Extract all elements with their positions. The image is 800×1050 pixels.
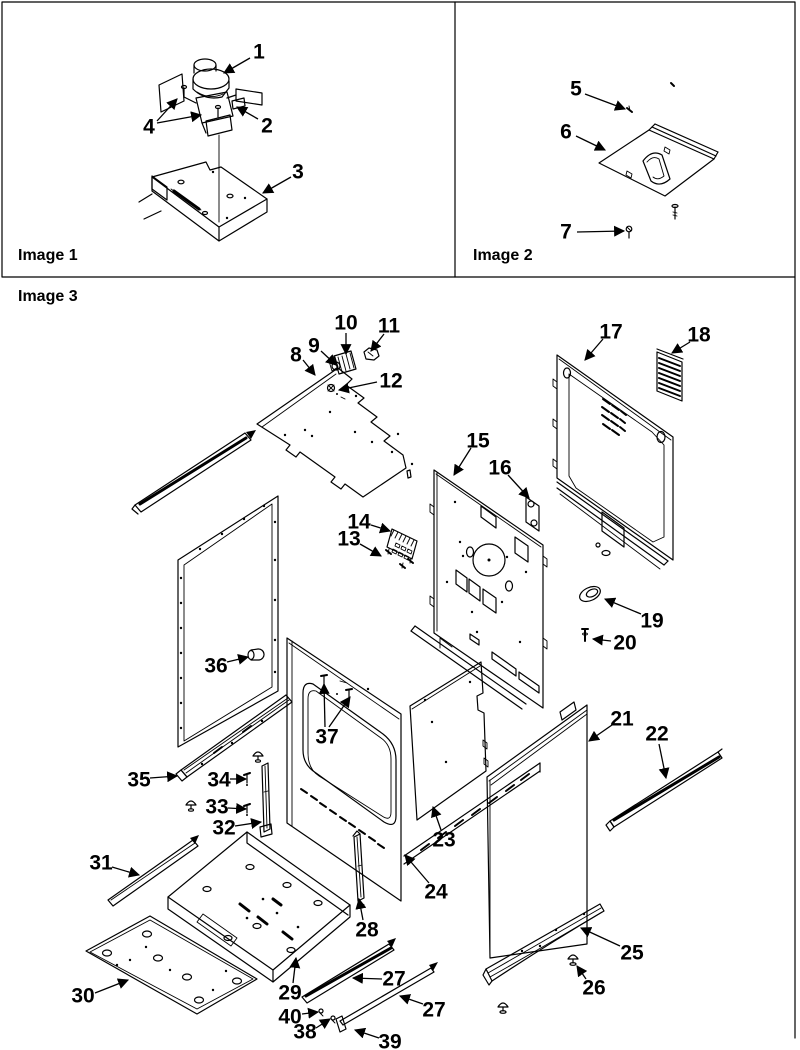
leader-line-14 — [371, 525, 390, 531]
cabinet-body-rails — [404, 626, 540, 864]
callout-30: 30 — [71, 984, 95, 1008]
callout-28: 28 — [355, 918, 379, 942]
callout-1: 1 — [253, 40, 265, 64]
part-strip-32 — [260, 763, 272, 837]
callout-17: 17 — [599, 320, 623, 344]
part-strip-28 — [353, 831, 364, 905]
backsplash-trim-bar — [132, 430, 256, 514]
callout-32: 32 — [212, 816, 236, 840]
callout-36: 36 — [204, 654, 228, 678]
leader-line-5 — [585, 94, 625, 109]
part-bottom-panel — [86, 916, 257, 1014]
leader-line-24 — [405, 855, 429, 883]
part-back-panel — [430, 470, 547, 708]
callout-20: 20 — [613, 631, 637, 655]
callout-11: 11 — [377, 314, 401, 338]
leader-line-6 — [576, 136, 605, 150]
part-left-side-panel — [178, 496, 278, 747]
leader-line-22 — [659, 744, 666, 778]
leader-line-37 — [329, 697, 350, 727]
leader-line-31 — [112, 867, 139, 875]
image3-label: Image 3 — [18, 288, 78, 305]
part-base-plate — [139, 135, 267, 241]
part-front-frame — [287, 638, 401, 901]
part-drawer-tray — [168, 832, 350, 982]
part-heat-shield — [599, 124, 718, 196]
callout-29: 29 — [278, 981, 302, 1005]
leader-line-23 — [433, 807, 441, 830]
callout-22: 22 — [645, 722, 669, 746]
leader-line-20 — [593, 639, 611, 641]
leader-line-36 — [227, 657, 248, 662]
leader-line-38 — [316, 1019, 330, 1028]
callout-15: 15 — [466, 429, 490, 453]
part-front-rails — [302, 938, 438, 1032]
part-grommet — [577, 583, 602, 604]
leader-line-33 — [228, 808, 246, 809]
leader-line-28 — [359, 899, 363, 920]
leader-line-37 — [324, 684, 325, 727]
callout-23: 23 — [432, 828, 456, 852]
callout-25: 25 — [620, 941, 644, 965]
image2-screws — [626, 83, 678, 238]
part-rail-22 — [606, 749, 722, 831]
callout-5: 5 — [570, 77, 582, 101]
callout-26: 26 — [582, 976, 606, 1000]
callout-24: 24 — [424, 880, 448, 904]
leader-line-2 — [237, 107, 258, 119]
leader-line-7 — [577, 231, 624, 232]
leader-line-27 — [400, 996, 423, 1004]
image1-label: Image 1 — [18, 247, 78, 264]
leader-line-1 — [224, 58, 250, 73]
image2-label: Image 2 — [473, 247, 533, 264]
callout-16: 16 — [488, 456, 512, 480]
leader-line-27 — [353, 978, 382, 979]
part-vent-grille — [657, 349, 683, 401]
part-switch-and-clip — [329, 348, 379, 374]
leader-line-32 — [235, 822, 261, 826]
leader-line-3 — [263, 177, 291, 193]
leader-line-19 — [605, 599, 641, 614]
callout-19: 19 — [640, 609, 664, 633]
callout-13: 13 — [337, 527, 361, 551]
part-pin — [582, 629, 588, 641]
leader-line-13 — [360, 544, 381, 556]
section-borders — [2, 2, 795, 1038]
part-side-spacer-panel — [410, 662, 488, 820]
callout-7: 7 — [560, 220, 572, 244]
callout-4: 4 — [143, 115, 155, 139]
leader-line-40 — [302, 1012, 318, 1014]
misc-marks — [407, 470, 411, 478]
callout-35: 35 — [127, 768, 151, 792]
leader-line-29 — [293, 958, 296, 983]
leader-line-21 — [589, 725, 612, 741]
callout-31: 31 — [89, 851, 113, 875]
callout-12: 12 — [379, 369, 403, 393]
callout-14: 14 — [347, 510, 371, 534]
callout-2: 2 — [261, 114, 273, 138]
part-terminal-block — [386, 529, 417, 568]
callout-27: 27 — [382, 967, 406, 991]
leader-line-39 — [355, 1030, 379, 1038]
leveling-feet — [498, 955, 578, 1013]
callout-38: 38 — [293, 1020, 317, 1044]
image2-callouts — [560, 78, 625, 244]
callout-18: 18 — [687, 323, 711, 347]
leader-line-12 — [339, 382, 377, 390]
callout-3: 3 — [292, 160, 304, 184]
callout-33: 33 — [205, 795, 229, 819]
callout-40: 40 — [278, 1005, 302, 1029]
leader-line-8 — [303, 360, 315, 375]
part-back-cover — [553, 355, 673, 569]
leader-line-35 — [150, 776, 177, 778]
callout-10: 10 — [334, 311, 358, 335]
leader-line-30 — [95, 980, 128, 993]
callout-39: 39 — [378, 1030, 402, 1050]
image3-callouts — [71, 312, 711, 1050]
part-mounting-bracket — [159, 74, 262, 136]
callout-9: 9 — [308, 334, 320, 358]
callout-37: 37 — [315, 725, 339, 749]
callout-34: 34 — [207, 768, 231, 792]
callout-8: 8 — [290, 343, 302, 367]
callout-6: 6 — [560, 120, 572, 144]
leader-line-4 — [157, 115, 201, 123]
callout-21: 21 — [610, 707, 634, 731]
callout-27: 27 — [422, 998, 446, 1022]
